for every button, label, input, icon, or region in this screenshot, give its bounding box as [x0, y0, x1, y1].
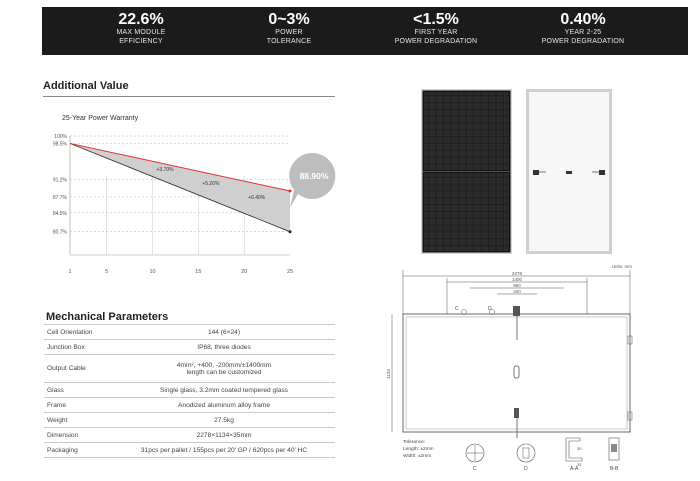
x-tick-label: 10 — [149, 269, 156, 275]
stat-label: POWER — [275, 29, 303, 36]
param-label: Weight — [44, 413, 113, 428]
y-tick-label: 80.7% — [52, 229, 67, 236]
table-row — [44, 355, 335, 383]
param-value: IP68, three diodes — [113, 340, 335, 355]
x-tick-label: 15 — [195, 269, 202, 275]
units-label: Units: mm — [611, 264, 632, 269]
stat-efficiency — [66, 11, 216, 46]
tolerance-title: Tolerance: — [403, 440, 426, 445]
stat-label: YEAR 2-25 — [564, 29, 602, 36]
param-label: Output Cable — [44, 355, 113, 383]
y-tick-label: 91.2% — [52, 177, 67, 184]
tolerance-width: Width: ±2mm — [403, 454, 432, 459]
table-row — [44, 443, 335, 458]
table-row — [44, 398, 335, 413]
table-row — [44, 413, 335, 428]
param-value-line: length can be customized — [186, 368, 262, 376]
additional-value-title: Additional Value — [43, 80, 129, 92]
callout-value: 88.90% — [299, 171, 329, 181]
stat-value: 0.40% — [560, 11, 606, 28]
stat-value: 0~3% — [268, 11, 310, 28]
tolerance-length: Length: ±2mm — [403, 447, 434, 452]
stat-value: 22.6% — [118, 11, 164, 28]
param-value: 144 (6×24) — [113, 325, 335, 340]
dim-1400: 1400 — [511, 277, 523, 282]
param-value-line: 4mm², +400, -200mm/±1400mm — [176, 361, 272, 369]
panel-back-image — [526, 89, 612, 254]
detail-aa-label: A-A — [570, 466, 579, 472]
detail-c-label: C — [473, 466, 477, 472]
param-label: Junction Box — [44, 340, 113, 355]
y-tick-label: 87.7% — [52, 194, 67, 201]
gain-annotation: +5.20% — [202, 181, 220, 188]
stat-label: POWER DEGRADATION — [394, 38, 478, 45]
param-value: 27.5kg — [113, 413, 335, 428]
spec-banner — [42, 7, 688, 55]
param-value: 2278×1134×35mm — [113, 428, 335, 443]
y-tick-label: 98.5% — [52, 141, 67, 148]
detail-bb-label: B-B — [610, 466, 619, 472]
param-value: 31pcs per pallet / 155pcs per 20' GP / 620pcs per 40' HC — [113, 443, 335, 458]
dim-2278: 2278 — [511, 271, 523, 276]
detail-d-label: D — [524, 466, 528, 472]
dim-950: 950 — [513, 283, 521, 288]
gain-annotation: +3.70% — [156, 166, 174, 173]
param-value: Anodized aluminum alloy frame — [113, 398, 335, 413]
stat-label: FIRST YEAR — [414, 29, 458, 36]
param-label: Packaging — [44, 443, 113, 458]
mechanical-title: Mechanical Parameters — [46, 311, 169, 323]
table-row — [44, 383, 335, 398]
panel-front-image — [421, 89, 512, 254]
stat-label: EFFICIENCY — [119, 38, 163, 45]
table-row — [44, 325, 335, 340]
stat-label: POWER DEGRADATION — [541, 38, 625, 45]
dimension-drawing — [380, 262, 636, 477]
stat-tolerance — [214, 11, 364, 46]
dim-1134: 1134 — [386, 369, 391, 379]
section-rule — [43, 96, 335, 97]
table-row — [44, 340, 335, 355]
marker-c: C — [455, 306, 459, 312]
y-tick-label: 100% — [54, 134, 67, 140]
stat-label: TOLERANCE — [266, 38, 312, 45]
param-label: Cell Orientation — [44, 325, 113, 340]
param-value — [113, 355, 335, 383]
stat-value: <1.5% — [413, 11, 459, 28]
x-tick-label: 1 — [68, 269, 72, 275]
param-label: Dimension — [44, 428, 113, 443]
dim-400: 400 — [513, 289, 521, 294]
param-label: Frame — [44, 398, 113, 413]
dim-35: 35 — [577, 462, 582, 467]
stat-label: MAX MODULE — [116, 29, 166, 36]
param-label: Glass — [44, 383, 113, 398]
marker-d: D — [488, 306, 492, 312]
param-value: Single glass, 3.2mm coated tempered glass — [113, 383, 335, 398]
stat-yearly — [508, 11, 658, 46]
dim-30: 30 — [577, 446, 582, 451]
gain-annotation: +6.40% — [248, 195, 266, 202]
chart-title: 25-Year Power Warranty — [62, 115, 139, 122]
x-tick-label: 25 — [286, 269, 294, 275]
stat-first-year — [361, 11, 511, 46]
x-tick-label: 20 — [241, 269, 248, 275]
table-row — [44, 428, 335, 443]
warranty-callout — [288, 152, 340, 210]
x-tick-label: 5 — [105, 269, 109, 275]
y-tick-label: 84.5% — [52, 210, 67, 217]
mechanical-table — [44, 324, 335, 458]
end-point-marker — [289, 230, 292, 233]
